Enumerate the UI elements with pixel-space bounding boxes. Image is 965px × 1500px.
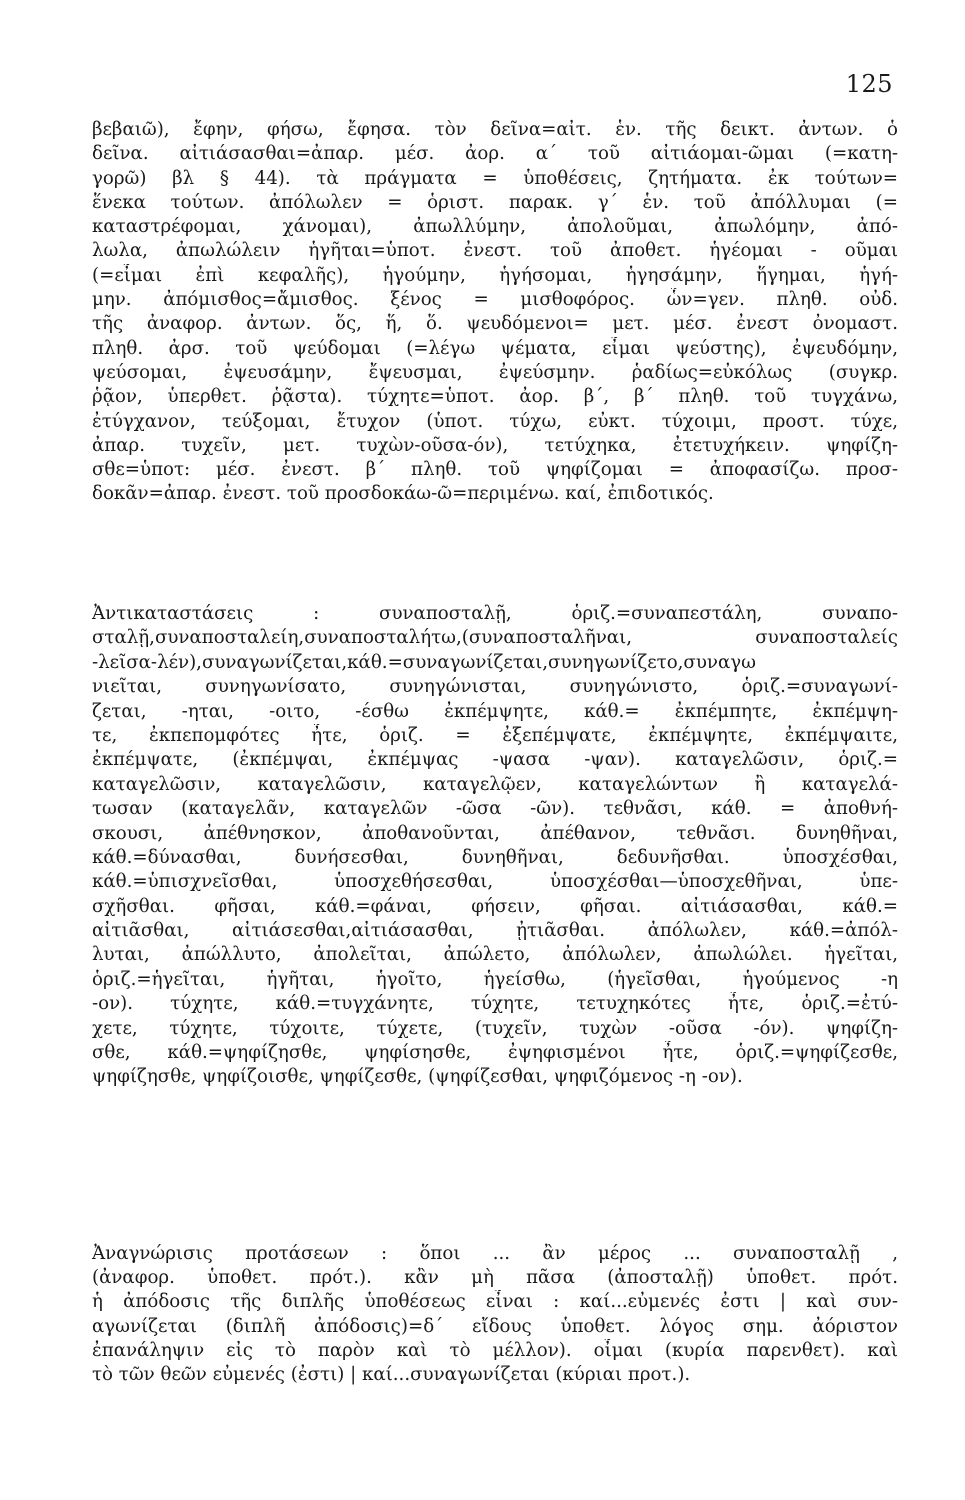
text-line: ἐτύγχανον, τεύξομαι, ἔτυχον (ὑποτ. τύχω, εὐκτ. τύχοιμι, προστ. τύχε, bbox=[92, 410, 898, 432]
text-line: ὁριζ.=ἡγεῖται, ἡγῆται, ἡγοῖτο, ἡγείσθω, (ἡγεῖσθαι, ἡγούμενος -η bbox=[92, 968, 898, 990]
text-line: ῥᾷον, ὑπερθετ. ῥᾷστα). τύχητε=ὑποτ. ἀορ. β΄, β΄ πληθ. τοῦ τυγχάνω, bbox=[92, 386, 898, 408]
substitutions-section bbox=[92, 602, 898, 1090]
text-line: ἐκπέμψατε, (ἐκπέμψαι, ἐκπέμψας -ψασα -ψαν). καταγελῶσιν, ὁριζ.= bbox=[92, 749, 898, 771]
text-line: κάθ.=ὑπισχνεῖσθαι, ὑποσχεθήσεσθαι, ὑποσχέσθαι—ὑποσχεθῆναι, ὑπε- bbox=[92, 871, 898, 893]
text-line: λυται, ἀπώλλυτο, ἀπολεῖται, ἀπώλετο, ἀπόλωλεν, ἀπωλώλει. ἡγεῖται, bbox=[92, 944, 898, 966]
text-line: αγωνίζεται (διπλῆ ἀπόδοσις)=δ΄ εἴδους ὑποθετ. λόγος σημ. ἀόριστον bbox=[92, 1315, 898, 1337]
text-line: (=εἶμαι ἐπὶ κεφαλῆς), ἡγούμην, ἡγήσομαι, ἡγησάμην, ἥγημαι, ἡγή- bbox=[92, 264, 898, 286]
text-line: σθε=ὑποτ: μέσ. ἐνεστ. β΄ πληθ. τοῦ ψηφίζομαι = ἀποφασίζω. προσ- bbox=[92, 459, 898, 481]
text-line: ζεται, -ηται, -οιτο, -έσθω ἐκπέμψητε, κάθ.= ἐκπέμπητε, ἐκπέμψη- bbox=[92, 700, 898, 722]
text-line: σχῆσθαι. φῆσαι, κάθ.=φάναι, φήσειν, φῆσαι. αἰτιάσασθαι, κάθ.= bbox=[92, 895, 898, 917]
page-number: 125 bbox=[845, 70, 893, 98]
text-line: καταστρέφομαι, χάνομαι), ἀπωλλύμην, ἀπολοῦμαι, ἀπωλόμην, ἀπό- bbox=[92, 216, 898, 238]
text-line: ψεύσομαι, ἐψευσάμην, ἔψευσμαι, ἐψεύσμην. ῥαδίως=εὐκόλως (συγκρ. bbox=[92, 361, 898, 383]
text-line: σκουσι, ἀπέθνησκον, ἀποθανοῦνται, ἀπέθανον, τεθνᾶσι. δυνηθῆναι, bbox=[92, 822, 898, 844]
text-line: -λεῖσα-λέν),συναγωνίζεται,κάθ.=συναγωνίζεται,συνηγωνίζετο,συναγω bbox=[92, 651, 756, 673]
text-line: μην. ἀπόμισθος=ἄμισθος. ξένος = μισθοφόρος. ὧν=γεν. πληθ. οὐδ. bbox=[92, 289, 898, 311]
text-line: τε, ἐκπεπομφότες ἦτε, ὁριζ. = ἐξεπέμψατε, ἐκπέμψητε, ἐκπέμψαιτε, bbox=[92, 724, 898, 746]
text-line: Ἀντικαταστάσεις : συναποσταλῇ, ὁριζ.=συναπεστάλη, συναπο- bbox=[92, 603, 898, 624]
text-line: Ἀναγνώρισις προτάσεων : ὅποι ... ἂν μέρος ... συναποσταλῇ , bbox=[92, 1243, 898, 1264]
text-line: (ἀναφορ. ὑποθετ. πρότ.). κἂν μὴ πᾶσα (ἀποσταλῇ) ὑποθετ. πρότ. bbox=[92, 1267, 898, 1289]
text-line: ἀπαρ. τυχεῖν, μετ. τυχὼν-οῦσα-όν), τετύχηκα, ἐτετυχήκειν. ψηφίζη- bbox=[92, 434, 898, 456]
text-line: ψηφίζησθε, ψηφίζοισθε, ψηφίζεσθε, (ψηφίζεσθαι, ψηφιζόμενος -η -ον). bbox=[92, 1066, 743, 1088]
text-line: λωλα, ἀπωλώλειν ἡγῆται=ὑποτ. ἐνεστ. τοῦ ἀποθετ. ἡγέομαι - οῦμαι bbox=[92, 240, 898, 262]
sentence-recognition-section bbox=[92, 1242, 898, 1387]
text-line: δεῖνα. αἰτιάσασθαι=ἀπαρ. μέσ. ἀορ. α΄ τοῦ αἰτιάομαι-ῶμαι (=κατη- bbox=[92, 143, 898, 165]
text-line: -ον). τύχητε, κάθ.=τυγχάνητε, τύχητε, τετυχηκότες ἦτε, ὁριζ.=ἐτύ- bbox=[92, 993, 898, 1015]
text-line: βεβαιῶ), ἔφην, φήσω, ἔφησα. τὸν δεῖνα=αἰτ. ἑν. τῆς δεικτ. ἀντων. ὁ bbox=[92, 119, 898, 140]
text-line: τῆς ἀναφορ. ἀντων. ὅς, ἥ, ὅ. ψευδόμενοι= μετ. μέσ. ἐνεστ ὀνομαστ. bbox=[92, 313, 898, 335]
text-line: χετε, τύχητε, τύχοιτε, τύχετε, (τυχεῖν, τυχὼν -οῦσα -όν). ψηφίζη- bbox=[92, 1017, 898, 1039]
text-line: ἡ ἀπόδοσις τῆς διπλῆς ὑποθέσεως εἶναι : καί...εὐμενές ἐστι | καὶ συν- bbox=[92, 1291, 898, 1313]
text-line: σθε, κάθ.=ψηφίζησθε, ψηφίσησθε, ἐψηφισμένοι ἦτε, ὁριζ.=ψηφίζεσθε, bbox=[92, 1042, 898, 1064]
text-line: πληθ. ἀρσ. τοῦ ψεύδομαι (=λέγω ψέματα, εἶμαι ψεύστης), ἐψευδόμην, bbox=[92, 337, 898, 359]
text-line: τωσαν (καταγελᾶν, καταγελῶν -ῶσα -ῶν). τεθνᾶσι, κάθ. = ἀποθνή- bbox=[92, 798, 898, 820]
text-line: καταγελῶσιν, καταγελῶσιν, καταγελῷεν, καταγελώντων ἢ καταγελά- bbox=[92, 773, 898, 795]
text-line: ἕνεκα τούτων. ἀπόλωλεν = ὁριστ. παρακ. γ΄ ἑν. τοῦ ἀπόλλυμαι (= bbox=[92, 191, 898, 213]
text-line: δοκᾶν=ἀπαρ. ἐνεστ. τοῦ προσδοκάω-ῶ=περιμένω. καί, ἐπιδοτικός. bbox=[92, 483, 714, 505]
text-line: γορῶ) βλ § 44). τὰ πράγματα = ὑποθέσεις, ζητήματα. ἐκ τούτων= bbox=[92, 167, 898, 189]
text-line: τὸ τῶν θεῶν εὐμενές (ἐστι) | καί...συναγωνίζεται (κύριαι προτ.). bbox=[92, 1363, 691, 1385]
text-line: αἰτιᾶσθαι, αἰτιάσεσθαι,αἰτιάσασθαι, ᾐτιᾶσθαι. ἀπόλωλεν, κάθ.=ἀπόλ- bbox=[92, 920, 898, 942]
text-line: σταλῇ,συναποσταλείη,συναποσταλήτω,(συναποσταλῆναι, συναποσταλείς bbox=[92, 627, 898, 649]
text-line: ἐπανάληψιν εἰς τὸ παρὸν καὶ τὸ μέλλον). οἶμαι (κυρία παρενθετ). καὶ bbox=[92, 1339, 898, 1361]
text-line: κάθ.=δύνασθαι, δυνήσεσθαι, δυνηθῆναι, δεδυνῆσθαι. ὑποσχέσθαι, bbox=[92, 846, 898, 868]
text-line: νιεῖται, συνηγωνίσατο, συνηγώνισται, συνηγώνιστο, ὁριζ.=συναγωνί- bbox=[92, 676, 898, 698]
vocabulary-notes bbox=[92, 118, 898, 507]
